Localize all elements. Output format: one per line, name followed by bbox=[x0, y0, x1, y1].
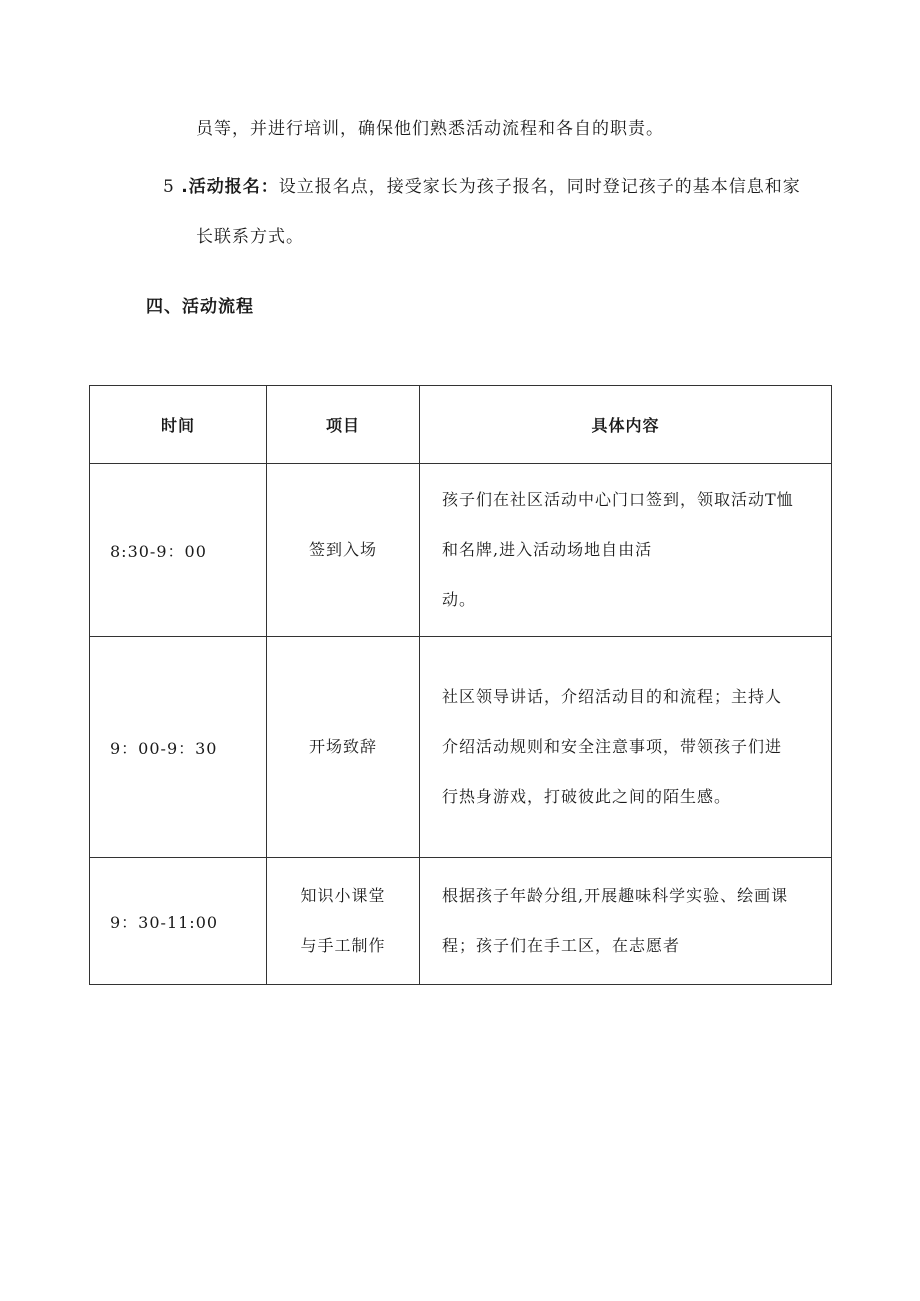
detail-line: 和名牌,进入活动场地自由活 bbox=[442, 540, 653, 559]
section-heading: 四、活动流程 bbox=[146, 297, 254, 317]
cell-item bbox=[267, 858, 420, 985]
list-item-number: 5 bbox=[163, 177, 175, 197]
cell-time: 9：30-11:00 bbox=[90, 858, 267, 985]
cell-detail bbox=[420, 464, 832, 637]
item-line: 与手工制作 bbox=[300, 936, 386, 955]
detail-line: 程；孩子们在手工区，在志愿者 bbox=[442, 936, 681, 955]
list-item-label: .活动报名： bbox=[181, 177, 279, 197]
list-item-text: 设立报名点，接受家长为孩子报名，同时登记孩子的基本信息和家 bbox=[278, 177, 801, 197]
item-line: 签到入场 bbox=[308, 540, 377, 559]
cell-item bbox=[267, 637, 420, 858]
list-item-5 bbox=[163, 176, 801, 198]
schedule-table bbox=[89, 385, 832, 985]
detail-line: 社区领导讲话，介绍活动目的和流程；主持人 bbox=[442, 687, 783, 706]
table-header-row bbox=[90, 386, 832, 464]
table-row bbox=[90, 858, 832, 985]
cell-detail bbox=[420, 637, 832, 858]
header-detail: 具体内容 bbox=[420, 386, 832, 464]
table-row bbox=[90, 637, 832, 858]
item-line: 开场致辞 bbox=[308, 737, 377, 756]
detail-line: 孩子们在社区活动中心门口签到，领取活动T恤 bbox=[442, 490, 794, 509]
intro-line-1: 员等，并进行培训，确保他们熟悉活动流程和各自的职责。 bbox=[196, 119, 664, 139]
detail-line: 行热身游戏，打破彼此之间的陌生感。 bbox=[442, 787, 732, 806]
cell-time: 9：00-9：30 bbox=[90, 637, 267, 858]
detail-line: 介绍活动规则和安全注意事项，带领孩子们进 bbox=[442, 737, 783, 756]
cell-detail bbox=[420, 858, 832, 985]
header-time: 时间 bbox=[90, 386, 267, 464]
item-line: 知识小课堂 bbox=[300, 886, 386, 905]
cell-item bbox=[267, 464, 420, 637]
list-item-5-continuation: 长联系方式。 bbox=[196, 227, 304, 247]
header-item: 项目 bbox=[267, 386, 420, 464]
cell-time: 8:30-9：00 bbox=[90, 464, 267, 637]
detail-line: 根据孩子年龄分组,开展趣味科学实验、绘画课 bbox=[442, 886, 789, 905]
detail-line: 动。 bbox=[442, 590, 477, 609]
table-row bbox=[90, 464, 832, 637]
